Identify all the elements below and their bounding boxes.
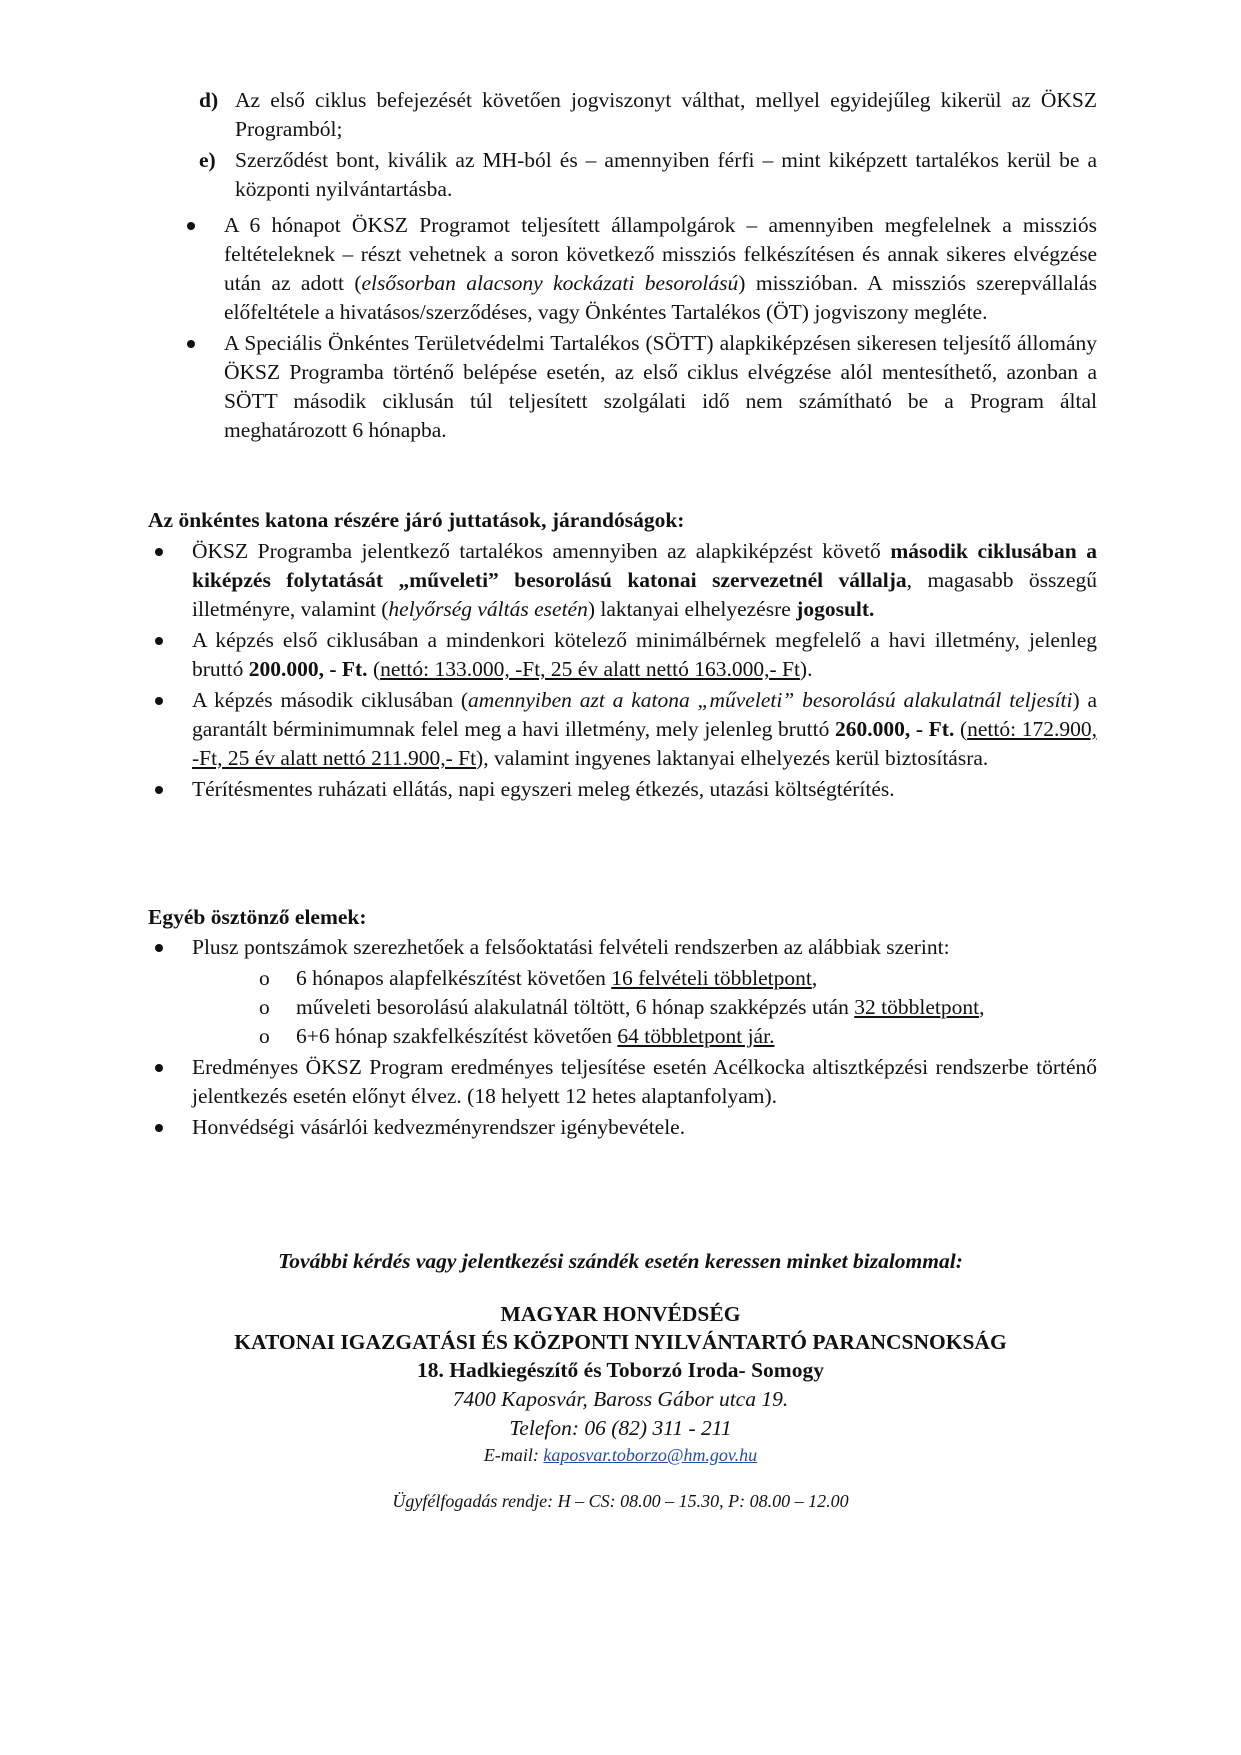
benefits-bullet-list: [155, 537, 1097, 806]
section-heading-benefits: Az önkéntes katona részére járó juttatások, járandóságok:: [148, 508, 685, 532]
circle-bullet-icon: o: [259, 1024, 270, 1048]
list-item: A képzés első ciklusában a mindenkori kötelező minimálbérnek megfelelő a havi illetmény, jelenleg bruttó 200.000, - Ft. (nettó: 133.000, -Ft, 25 év alatt nettó 163.000,- Ft).: [155, 626, 1097, 684]
bullet-icon: [155, 1124, 163, 1132]
organization-block: [0, 1300, 1241, 1384]
bullet-icon: [155, 786, 163, 794]
sub-list-item: o műveleti besorolású alakulatnál töltött, 6 hónap szakképzés után 32 többletpont,: [259, 993, 1097, 1022]
list-item: A képzés második ciklusában (amennyiben azt a katona „műveleti” besorolású alakulatnál teljesíti) a garantált bérminimumnak felel meg a havi illetmény, mely jelenleg bruttó 260.000, - Ft. (nettó: 172.900, -Ft, 25 év alatt nettó 211.900,- Ft), valamint ingyenes laktanyai elhelyezés kerül biztosításra.: [155, 686, 1097, 773]
bullet-icon: [155, 637, 163, 645]
section-heading-incentives: Egyéb ösztönző elemek:: [148, 905, 367, 929]
bullet-icon: [155, 1064, 163, 1072]
bullet-icon: [155, 548, 163, 556]
email-label: E-mail:: [483, 1445, 544, 1465]
sub-list-item: o 6 hónapos alapfelkészítést követően 16 felvételi többletpont,: [259, 964, 1097, 993]
sub-list: [259, 964, 1097, 1051]
office-hours: Ügyfélfogadás rendje: H – CS: 08.00 – 15.30, P: 08.00 – 12.00: [392, 1491, 849, 1511]
lettered-item-d: [199, 86, 1097, 144]
email-link[interactable]: kaposvar.toborzo@hm.gov.hu: [543, 1445, 758, 1465]
list-item: A Speciális Önkéntes Területvédelmi Tartalékos (SÖTT) alapkiképzésen sikeresen teljesítő állomány ÖKSZ Programba történő belépése esetén, az első ciklus elvégzése alól mentesíthető, azonban a SÖTT második ciklusán túl teljesített szolgálati idő nem számítható be a Program által meghatározott 6 hónapba.: [187, 329, 1097, 445]
list-item: Plusz pontszámok szerezhetőek a felsőoktatási felvételi rendszerben az alábbiak szerint:: [155, 933, 1097, 962]
sub-list-item: o 6+6 hónap szakfelkészítést követően 64 többletpont jár.: [259, 1022, 1097, 1051]
list-item: Eredményes ÖKSZ Program eredményes teljesítése esetén Acélkocka altisztképzési rendszerbe történő jelentkezés esetén előnyt élvez. (18 helyett 12 hetes alaptanfolyam).: [155, 1053, 1097, 1111]
bullet-icon: [155, 697, 163, 705]
bullet-icon: [155, 944, 163, 952]
item-marker: d): [199, 88, 219, 112]
contact-invitation: További kérdés vagy jelentkezési szándék esetén keressen minket bizalommal:: [278, 1249, 963, 1273]
contact-block: [0, 1385, 1241, 1467]
phone: Telefon: 06 (82) 311 - 211: [509, 1416, 732, 1440]
lettered-list: [199, 86, 1097, 204]
org-name: MAGYAR HONVÉDSÉG: [500, 1302, 741, 1326]
email-line: [0, 1443, 1241, 1467]
bullet-icon: [187, 222, 195, 230]
incentives-bullet-list: [155, 933, 1097, 1144]
list-item: ÖKSZ Programba jelentkező tartalékos amennyiben az alapkiképzést követő második ciklusában a kiképzés folytatását „műveleti” besorolású katonai szervezetnél vállalja, magasabb összegű illetményre, valamint (helyőrség váltás esetén) laktanyai elhelyezésre jogosult.: [155, 537, 1097, 624]
item-text: Az első ciklus befejezését követően jogviszonyt válthat, mellyel egyidejűleg kikerül az ÖKSZ Programból;: [235, 88, 1097, 141]
list-item: Térítésmentes ruházati ellátás, napi egyszeri meleg étkezés, utazási költségtérítés.: [155, 775, 1097, 804]
circle-bullet-icon: o: [259, 995, 270, 1019]
list-item: A 6 hónapot ÖKSZ Programot teljesített állampolgárok – amennyiben megfelelnek a missziós feltételeknek – részt vehetnek a soron következő missziós felkészítésen és annak sikeres elvégzése után az adott (elsősorban alacsony kockázati besorolású) misszióban. A missziós szerepvállalás előfeltétele a hivatásos/szerződéses, vagy Önkéntes Tartalékos (ÖT) jogviszony megléte.: [187, 211, 1097, 327]
bullet-icon: [187, 340, 195, 348]
item-text: Szerződést bont, kiválik az MH-ból és – amennyiben férfi – mint kiképzett tartalékos kerül be a központi nyilvántartásba.: [235, 148, 1097, 201]
org-command: KATONAI IGAZGATÁSI ÉS KÖZPONTI NYILVÁNTARTÓ PARANCSNOKSÁG: [234, 1330, 1007, 1354]
list-item: Honvédségi vásárlói kedvezményrendszer igénybevétele.: [155, 1113, 1097, 1142]
org-office: 18. Hadkiegészítő és Toborzó Iroda- Somogy: [417, 1358, 824, 1382]
lettered-item-e: [199, 146, 1097, 204]
mission-bullet-list: [187, 211, 1097, 447]
item-marker: e): [199, 148, 216, 172]
address: 7400 Kaposvár, Baross Gábor utca 19.: [452, 1387, 789, 1411]
circle-bullet-icon: o: [259, 966, 270, 990]
